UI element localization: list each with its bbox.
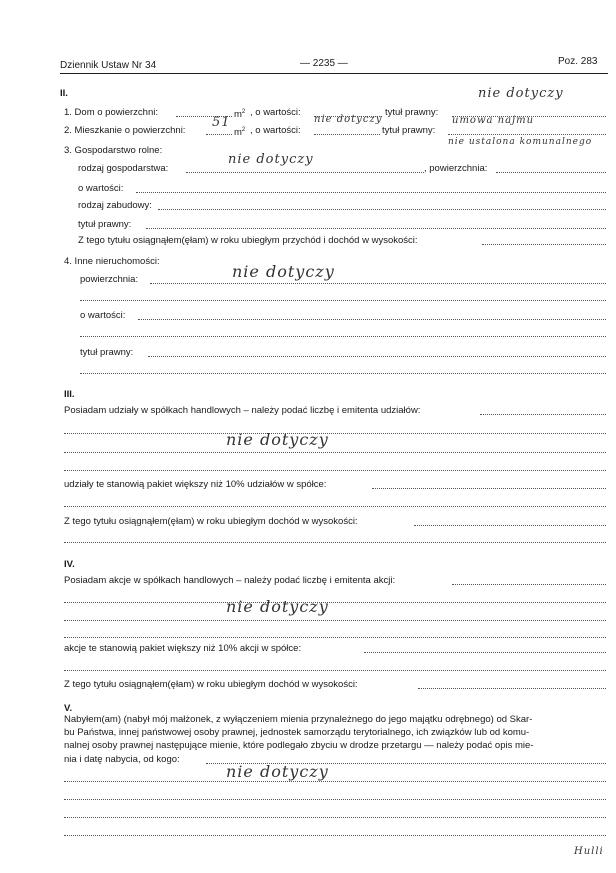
stocks-label: Posiadam akcje w spółkach handlowych – należy podać liczbę i emitenta akcji: (64, 575, 396, 586)
acquisition-text-4: nia i datę nabycia, od kogo: (64, 754, 180, 765)
stocks-income-label: Z tego tytułu osiągnąłem(ęłam) w roku ubiegłym dochód w wysokości: (64, 679, 358, 690)
acquisition-text-1: Nabyłem(am) (nabył mój małżonek, z wyłączeniem mienia przynależnego do jego majątku odrębnego) od Skar- (64, 714, 533, 725)
acquisition-text-3: nalnej osoby prawnej następujące mienie, które podlegało zbyciu w drodze przetargu — należy podać opis mie- (64, 740, 534, 751)
stocks-field-2[interactable] (64, 602, 606, 603)
farm-type-value: nie dotyczy (228, 152, 314, 167)
section-2-heading: II. (60, 88, 68, 99)
stocks-10-field-2[interactable] (64, 670, 606, 671)
apartment-unit: $m^2$ (234, 127, 246, 139)
signature-initials: Hulli (574, 846, 604, 857)
section-3-heading: III. (64, 389, 75, 400)
position-number: Poz. 283 (558, 56, 598, 67)
house-unit: $m^2$ (234, 109, 246, 121)
acquisition-field-4[interactable] (64, 817, 606, 818)
shares-10-label: udziały te stanowią pakiet większy niż 10% udziałów w spółce: (64, 479, 327, 490)
stocks-field-4[interactable] (64, 637, 606, 638)
apartment-note: nie ustalona komunalnego (448, 137, 593, 147)
other-value-field-2[interactable] (80, 336, 606, 337)
other-area-field[interactable] (150, 283, 606, 284)
other-area-label: powierzchnia: (80, 274, 139, 285)
shares-label: Posiadam udziały w spółkach handlowych – należy podać liczbę i emitenta udziałów: (64, 405, 421, 416)
farm-title-field[interactable] (146, 228, 606, 229)
shares-10-field-2[interactable] (64, 506, 606, 507)
shares-field-3[interactable] (64, 452, 606, 453)
shares-10-field[interactable] (372, 488, 606, 489)
acquisition-text-2: bu Państwa, innej państwowej osoby prawnej, jednostek samorządu terytorialnego, ich związków lub od komu- (64, 727, 530, 738)
stocks-income-field[interactable] (418, 688, 606, 689)
apartment-title-value: umowa najmu (452, 115, 535, 126)
stocks-10-field[interactable] (364, 652, 606, 653)
other-property-label: 4. Inne nieruchomości: (64, 256, 160, 267)
shares-field-4[interactable] (64, 470, 606, 471)
other-value-label: o wartości: (80, 310, 126, 321)
other-value-field[interactable] (138, 319, 606, 320)
stocks-field-3[interactable] (64, 620, 606, 621)
farm-income-field[interactable] (482, 244, 606, 245)
apartment-value: nie dotyczy (314, 114, 383, 125)
house-value-label: , o wartości: (250, 107, 301, 118)
farm-type-field[interactable] (186, 172, 424, 173)
farm-area-field[interactable] (496, 172, 606, 173)
apartment-area-field[interactable] (206, 134, 232, 135)
other-area-field-2[interactable] (80, 300, 606, 301)
house-handwritten: nie dotyczy (478, 86, 564, 101)
other-title-label: tytuł prawny: (80, 347, 134, 358)
section-5-heading: V. (64, 703, 73, 714)
shares-income-label: Z tego tytułu osiągnąłem(ęłam) w roku ubiegłym dochód w wysokości: (64, 516, 358, 527)
farm-value-label: o wartości: (78, 183, 124, 194)
apartment-area-value: 51 (212, 115, 231, 130)
apartment-value-label: , o wartości: (250, 125, 301, 136)
page-number: — 2235 — (300, 58, 348, 69)
shares-income-field[interactable] (414, 525, 606, 526)
farm-title-label: tytuł prawny: (78, 219, 132, 230)
shares-income-field-2[interactable] (64, 542, 606, 543)
farm-value-field[interactable] (136, 192, 606, 193)
stocks-10-label: akcje te stanowią pakiet większy niż 10% akcji w spółce: (64, 643, 302, 654)
other-area-value: nie dotyczy (232, 262, 335, 281)
shares-field-2[interactable] (64, 433, 606, 434)
farm-buildings-label: rodzaj zabudowy: (78, 200, 152, 211)
farm-type-label: rodzaj gospodarstwa: (78, 163, 169, 174)
other-title-field[interactable] (148, 356, 606, 357)
house-title-label: tytuł prawny: (385, 107, 439, 118)
apartment-title-label: tytuł prawny: (382, 125, 436, 136)
farm-label: 3. Gospodarstwo rolne: (64, 145, 163, 156)
acquisition-field-3[interactable] (64, 799, 606, 800)
apartment-title-field[interactable] (448, 134, 606, 135)
journal-name: Dziennik Ustaw Nr 34 (60, 60, 157, 71)
acquisition-field-2[interactable] (64, 781, 606, 782)
house-area-label: 1. Dom o powierzchni: (64, 107, 158, 118)
farm-income-label: Z tego tytułu osiągnąłem(ęłam) w roku ubiegłym przychód i dochód w wysokości: (78, 235, 418, 246)
stocks-field[interactable] (452, 584, 606, 585)
acquisition-field-5[interactable] (64, 835, 606, 836)
stocks-value: nie dotyczy (226, 597, 329, 616)
farm-area-label: , powierzchnia: (424, 163, 488, 174)
header-rule (60, 73, 608, 74)
farm-buildings-field[interactable] (158, 209, 606, 210)
other-title-field-2[interactable] (80, 373, 606, 374)
section-4-heading: IV. (64, 559, 75, 570)
acquisition-value: nie dotyczy (226, 762, 329, 781)
shares-value: nie dotyczy (226, 430, 329, 449)
apartment-value-field[interactable] (314, 134, 380, 135)
apartment-area-label: 2. Mieszkanie o powierzchni: (64, 125, 186, 136)
shares-field[interactable] (480, 414, 606, 415)
